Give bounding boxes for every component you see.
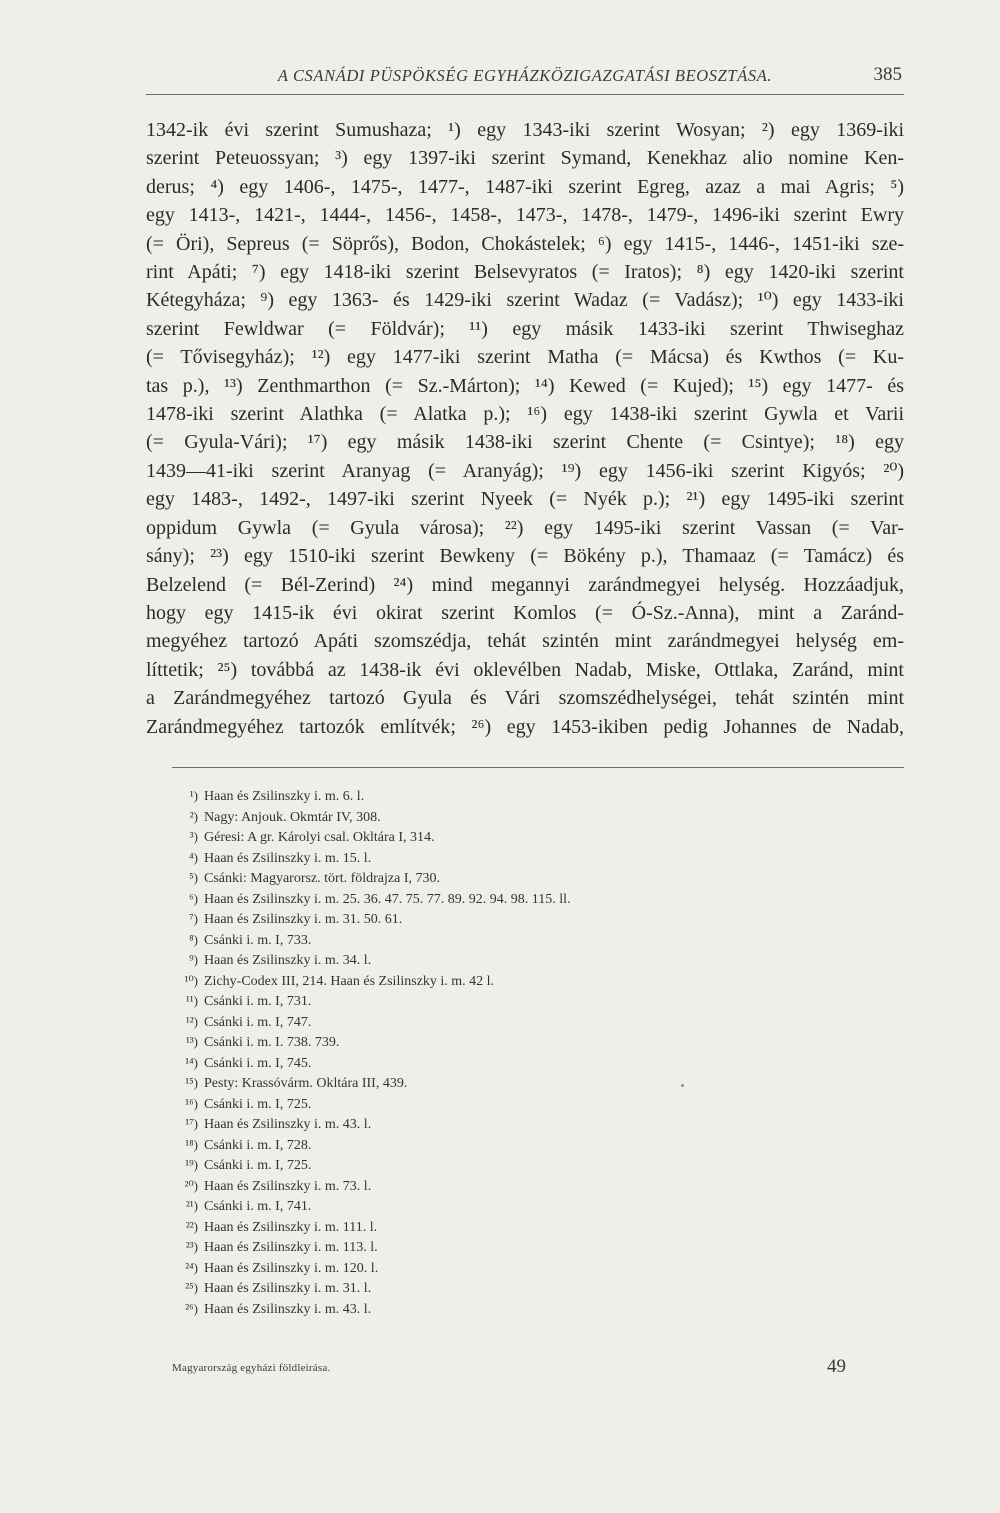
body-line: szerint Peteuossyan; ³) egy 1397-iki szerint Symand, Kenekhaz alio nomine Ken- — [146, 147, 904, 170]
footnote-mark: ¹⁰) — [184, 972, 198, 988]
body-line: derus; ⁴) egy 1406-, 1475-, 1477-, 1487-iki szerint Egreg, azaz a mai Agris; ⁵) — [146, 175, 904, 198]
footnote-text: Haan és Zsilinszky i. m. 15. l. — [204, 850, 372, 866]
footnote-text: Csánki i. m. I, 747. — [204, 1014, 312, 1030]
footnote-text: Haan és Zsilinszky i. m. 43. l. — [204, 1301, 372, 1317]
footnote — [172, 786, 772, 807]
footnote — [172, 1012, 772, 1033]
footnote — [172, 971, 772, 992]
footnote-mark: ¹²) — [185, 1013, 198, 1029]
footnote-text: Csánki i. m. I. 738. 739. — [204, 1035, 340, 1050]
footnote-mark: ¹³) — [185, 1034, 198, 1049]
footnote — [172, 807, 772, 828]
footnote — [172, 909, 772, 930]
footnote-text: Géresi: A gr. Károlyi csal. Okltára I, 314. — [204, 830, 435, 845]
body-line: (= Gyula-Vári); ¹⁷) egy másik 1438-iki szerint Chente (= Csintye); ¹⁸) egy — [146, 431, 904, 454]
footnote-text: Nagy: Anjouk. Okmtár IV, 308. — [204, 809, 381, 825]
body-line: Kétegyháza; ⁹) egy 1363- és 1429-iki szerint Wadaz (= Vadász); ¹⁰) egy 1433-iki — [146, 289, 904, 312]
footnotes-list — [172, 786, 772, 1319]
body-line: tas p.), ¹³) Zenthmarthon (= Sz.-Márton); ¹⁴) Kewed (= Kujed); ¹⁵) egy 1477- és — [146, 374, 904, 397]
footnote-mark: ¹⁴) — [185, 1054, 198, 1070]
footnote-text: Haan és Zsilinszky i. m. 73. l. — [204, 1178, 372, 1194]
body-line: hogy egy 1415-ik évi okirat szerint Komlos (= Ó-Sz.-Anna), mint a Zaránd- — [146, 601, 904, 624]
footnote-text: Haan és Zsilinszky i. m. 31. l. — [204, 1281, 372, 1296]
footnote-text: Csánki i. m. I, 725. — [204, 1096, 312, 1112]
footnote — [172, 868, 772, 889]
footnote — [172, 1094, 772, 1115]
footnote-text: Csánki i. m. I, 725. — [204, 1158, 312, 1173]
footnote-mark: ¹¹) — [185, 993, 198, 1008]
footnote-mark: ²⁴) — [185, 1259, 198, 1275]
footnote-rule — [172, 767, 904, 768]
footnote-text: Csánki: Magyarorsz. tört. földrajza I, 730. — [204, 871, 440, 886]
body-line: líttetik; ²⁵) továbbá az 1438-ik évi oklevélben Nadab, Miske, Ottlaka, Zaránd, mint — [146, 658, 904, 681]
footnote — [172, 1114, 772, 1135]
footnote-mark: ⁸) — [189, 931, 198, 947]
footnote — [172, 1155, 772, 1176]
signature-number: 49 — [827, 1356, 846, 1377]
body-line: 1478-iki szerint Alathka (= Alatka p.); ¹⁶) egy 1438-iki szerint Gywla et Varii — [146, 403, 904, 426]
body-line: egy 1483-, 1492-, 1497-iki szerint Nyeek (= Nyék p.); ²¹) egy 1495-iki szerint — [146, 488, 904, 511]
footnote-mark: ²⁶) — [185, 1300, 198, 1316]
page-number: 385 — [873, 64, 902, 85]
footnote-text: Haan és Zsilinszky i. m. 31. 50. 61. — [204, 912, 403, 927]
header-rule — [146, 94, 904, 95]
footnote — [172, 1237, 772, 1258]
footnote-text: Haan és Zsilinszky i. m. 25. 36. 47. 75. 77. 89. 92. 94. 98. 115. ll. — [204, 891, 571, 907]
footnote-mark: ¹⁸) — [185, 1136, 198, 1152]
paper-speck — [681, 1084, 684, 1087]
footnote — [172, 1135, 772, 1156]
footnote-text: Haan és Zsilinszky i. m. 120. l. — [204, 1260, 379, 1276]
footnote-mark: ³) — [189, 829, 198, 844]
footnote — [172, 889, 772, 910]
footnote-mark: ¹⁵) — [185, 1075, 198, 1090]
footnote-mark: ⁷) — [189, 911, 198, 926]
footnote-mark: ¹⁹) — [185, 1157, 198, 1172]
footnote-text: Csánki i. m. I, 733. — [204, 932, 312, 948]
footnote — [172, 1258, 772, 1279]
body-line: a Zarándmegyéhez tartozó Gyula és Vári szomszédhelységei, tehát szintén mint — [146, 687, 904, 710]
footnote-text: Csánki i. m. I, 728. — [204, 1137, 312, 1153]
footnote-mark: ²) — [189, 808, 198, 824]
body-line: oppidum Gywla (= Gyula városa); ²²) egy 1495-iki szerint Vassan (= Var- — [146, 516, 904, 539]
body-line: Zarándmegyéhez tartozók említvék; ²⁶) egy 1453-ikiben pedig Johannes de Nadab, — [146, 715, 904, 738]
footnote-mark: ⁹) — [189, 952, 198, 967]
body-line: 1439—41-iki szerint Aranyag (= Aranyág); ¹⁹) egy 1456-iki szerint Kigyós; ²⁰) — [146, 459, 904, 482]
body-line: 1342-ik évi szerint Sumushaza; ¹) egy 1343-iki szerint Wosyan; ²) egy 1369-iki — [146, 119, 904, 141]
body-line: rint Apáti; ⁷) egy 1418-iki szerint Belsevyratos (= Iratos); ⁸) egy 1420-iki szerint — [146, 261, 904, 284]
footnote-mark: ¹) — [189, 788, 198, 803]
footnote — [172, 1217, 772, 1238]
footnote-mark: ²⁰) — [184, 1177, 198, 1193]
footnote — [172, 1278, 772, 1299]
footnote — [172, 848, 772, 869]
footnote-mark: ²²) — [185, 1218, 198, 1234]
body-line: megyéhez tartozó Apáti szomszédja, tehát szintén mint zarándmegyei helység em- — [146, 630, 904, 653]
footnote — [172, 1176, 772, 1197]
body-line: szerint Fewldwar (= Földvár); ¹¹) egy másik 1433-iki szerint Thwiseghaz — [146, 317, 904, 340]
running-head — [146, 62, 904, 90]
footnote-mark: ⁴) — [189, 849, 198, 865]
footnote — [172, 991, 772, 1012]
body-line: (= Öri), Sepreus (= Söprős), Bodon, Chokástelek; ⁶) egy 1415-, 1446-, 1451-iki sze- — [146, 232, 904, 255]
body-line: (= Tővisegyház); ¹²) egy 1477-iki szerint Matha (= Mácsa) és Kwthos (= Ku- — [146, 346, 904, 369]
footnote-text: Haan és Zsilinszky i. m. 6. l. — [204, 789, 365, 804]
footnote-text: Csánki i. m. I, 745. — [204, 1055, 312, 1071]
body-line: Belzelend (= Bél-Zerind) ²⁴) mind megannyi zarándmegyei helység. Hozzáadjuk, — [146, 573, 904, 596]
footnote-text: Zichy-Codex III, 214. Haan és Zsilinszky i. m. 42 l. — [204, 973, 495, 989]
body-line: egy 1413-, 1421-, 1444-, 1456-, 1458-, 1473-, 1478-, 1479-, 1496-iki szerint Ewry — [146, 204, 904, 227]
running-title: A CSANÁDI PÜSPÖKSÉG EGYHÁZKÖZIGAZGATÁSI BEOSZTÁSA. — [277, 66, 773, 85]
book-title: Magyarország egyházi földleirása. — [172, 1362, 331, 1374]
footnote — [172, 930, 772, 951]
body-line: sány); ²³) egy 1510-iki szerint Bewkeny (= Bökény p.), Thamaaz (= Tamácz) és — [146, 545, 904, 568]
footnote — [172, 1032, 772, 1053]
footnote-text: Haan és Zsilinszky i. m. 113. l. — [204, 1240, 378, 1255]
footnote-text: Pesty: Krassóvárm. Okltára III, 439. — [204, 1076, 408, 1091]
footnote-text: Haan és Zsilinszky i. m. 43. l. — [204, 1117, 372, 1132]
footnote-text: Haan és Zsilinszky i. m. 34. l. — [204, 953, 372, 968]
footnote — [172, 1196, 772, 1217]
footnote-mark: ²³) — [185, 1239, 198, 1254]
footnote-mark: ⁶) — [189, 890, 198, 906]
body-paragraph — [146, 116, 904, 741]
footnote-mark: ¹⁷) — [185, 1116, 198, 1131]
page-footer — [172, 1356, 904, 1384]
footnote-text: Csánki i. m. I, 731. — [204, 994, 312, 1009]
footnote-text: Csánki i. m. I, 741. — [204, 1199, 312, 1214]
footnote-mark: ²¹) — [185, 1198, 198, 1213]
footnote-text: Haan és Zsilinszky i. m. 111. l. — [204, 1219, 378, 1235]
footnote — [172, 1299, 772, 1320]
footnote — [172, 950, 772, 971]
footnote — [172, 827, 772, 848]
footnote-mark: ²⁵) — [185, 1280, 198, 1295]
footnote — [172, 1053, 772, 1074]
footnote-mark: ¹⁶) — [185, 1095, 198, 1111]
footnote-mark: ⁵) — [189, 870, 198, 885]
